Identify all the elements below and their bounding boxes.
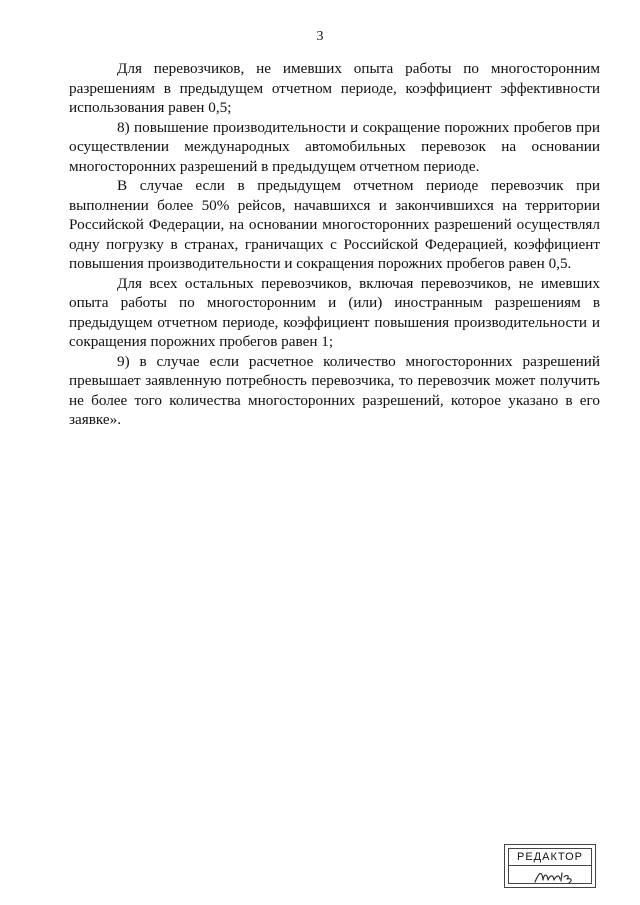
paragraph-item-9: 9) в случае если расчетное количество многосторонних разрешений превышает заявленную потребность перевозчика, то перевозчик может получить не более того количества многосторонних разрешений, которое указано в его заявке».: [69, 352, 600, 428]
stamp-title: РЕДАКТОР: [517, 851, 583, 863]
stamp-divider: [509, 865, 591, 866]
page-number: 3: [316, 29, 324, 44]
stamp-inner-border: [508, 848, 592, 884]
paragraph-item-8: 8) повышение производительности и сокращение порожних пробегов при осуществлении международных автомобильных перевозок на основании многосторонних разрешений в предыдущем отчетном периоде.: [69, 118, 600, 175]
editor-stamp: [504, 844, 596, 888]
handwritten-signature-icon: [533, 868, 579, 886]
paragraph-other-carriers: Для всех остальных перевозчиков, включая перевозчиков, не имевших опыта работы по многосторонним и (или) иностранным разрешениям в предыдущем отчетном периоде, коэффициент повышения производительности и сокращения порожних пробегов равен 1;: [69, 274, 600, 350]
paragraph-productivity-case: В случае если в предыдущем отчетном периоде перевозчик при выполнении более 50% рейсов, начавшихся и закончившихся на территории Российской Федерации, на основании многосторонних разрешений осуществлял одну погрузку в странах, граничащих с Российской Федерацией, коэффициент повышения производительности и сокращения порожних пробегов равен 0,5.: [69, 177, 600, 272]
document-body: [69, 59, 600, 430]
paragraph-efficiency-coefficient: Для перевозчиков, не имевших опыта работы по многосторонним разрешениям в предыдущем отчетном периоде, коэффициент эффективности использования равен 0,5;: [69, 60, 600, 116]
